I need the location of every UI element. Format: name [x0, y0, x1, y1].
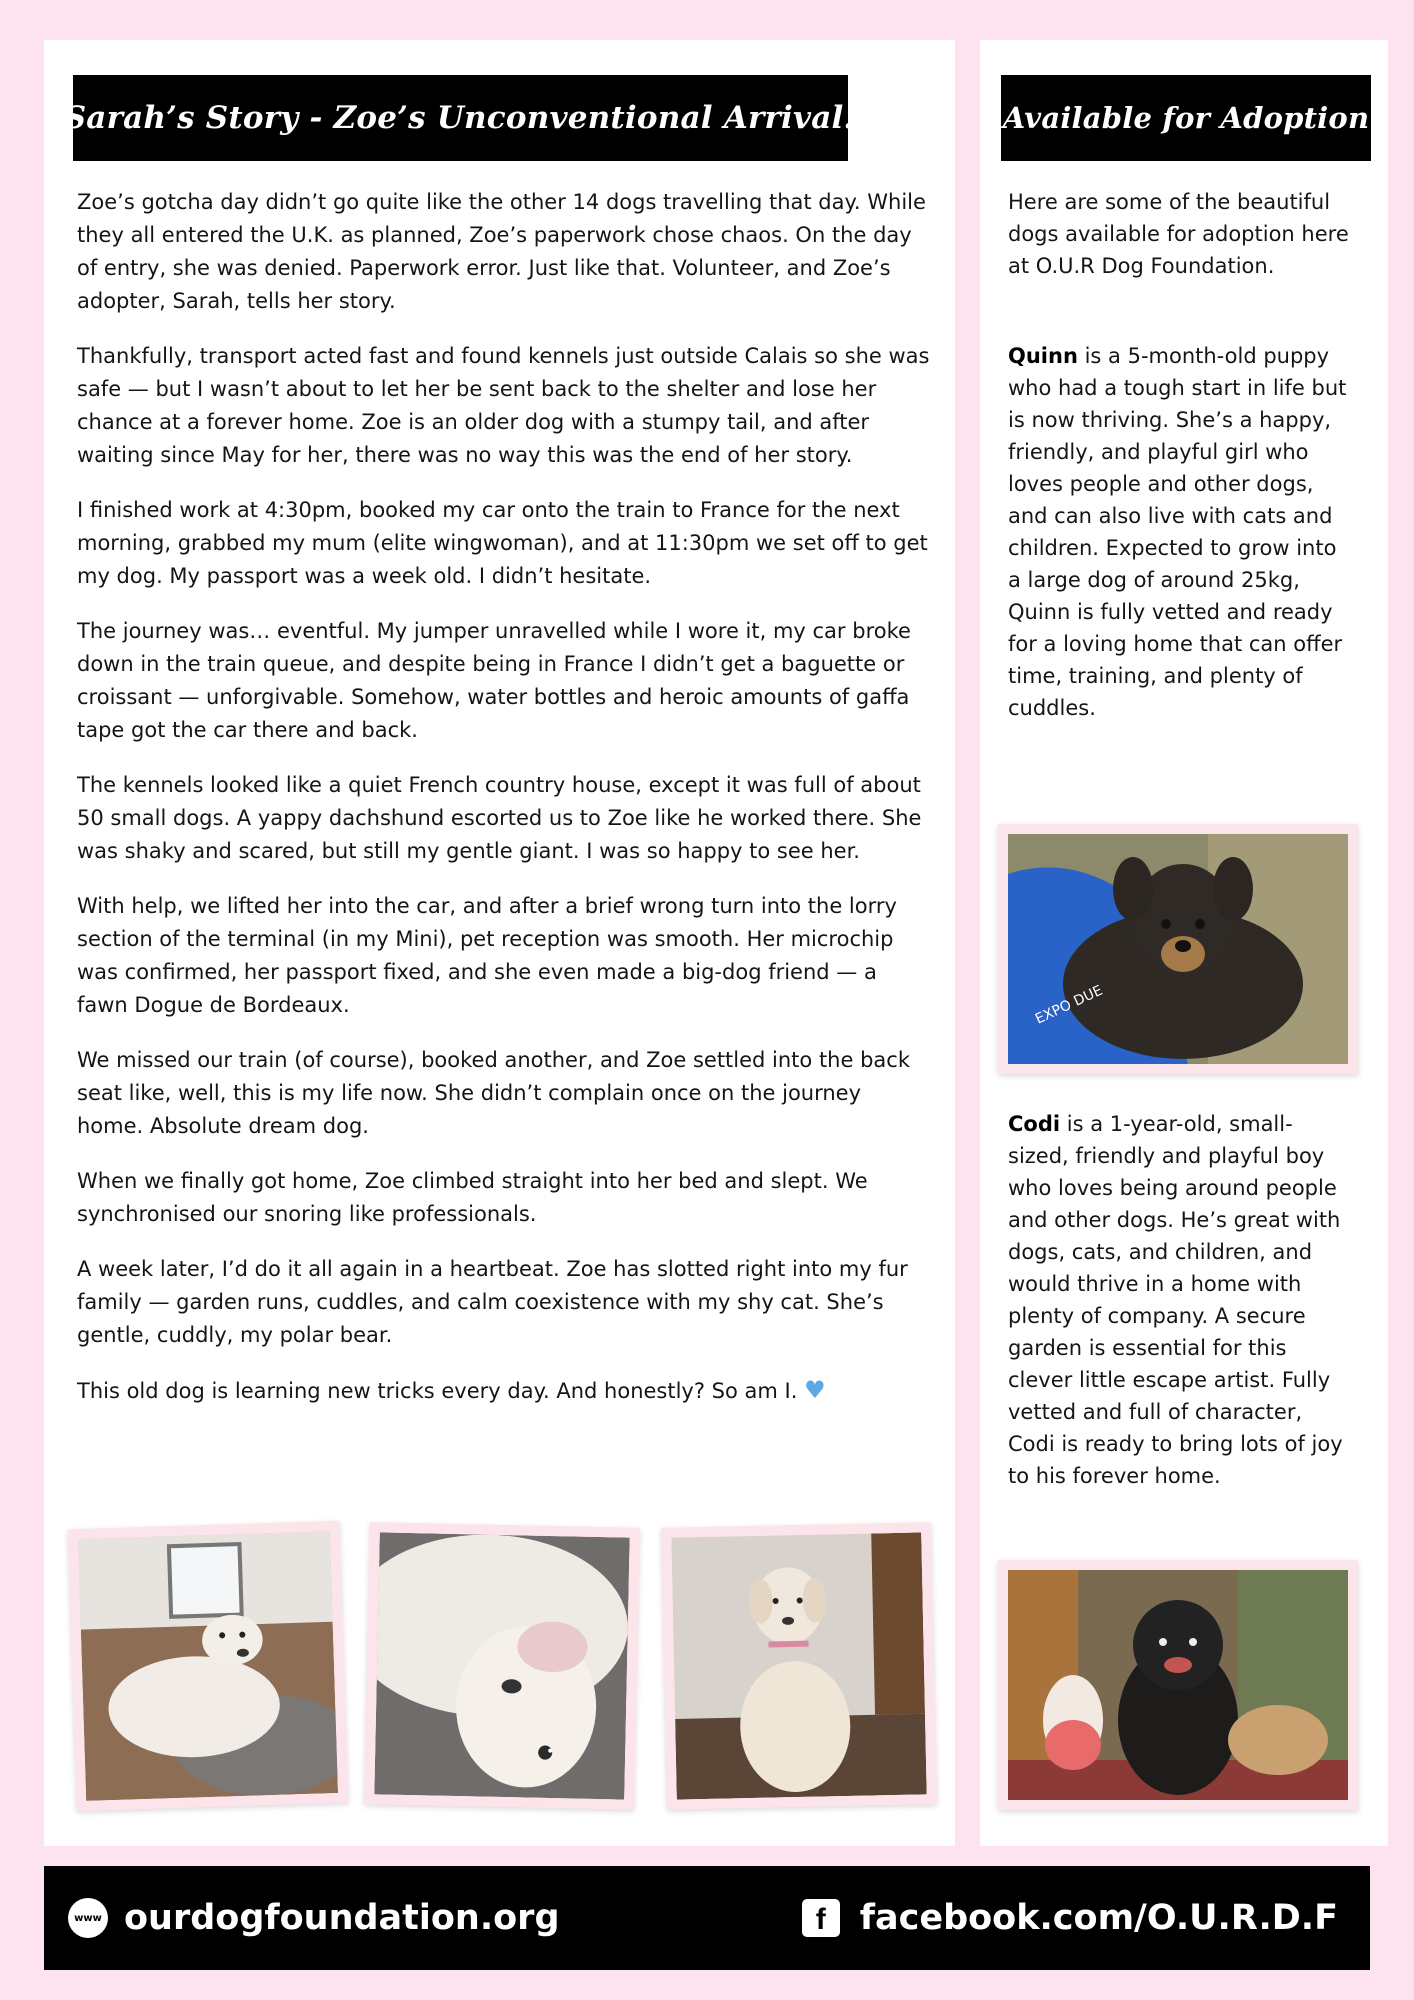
story-paragraph-last — [77, 1374, 933, 1408]
dog-listing-quinn — [1008, 340, 1353, 724]
zoe-photo-sitting — [661, 1522, 937, 1810]
story-paragraph: We missed our train (of course), booked another, and Zoe settled into the back seat like, well, this is my life now. She didn’t complain once on the journey home. Absolute dream dog. — [77, 1048, 910, 1138]
zoe-photo-upside-down — [364, 1522, 640, 1810]
footer — [44, 1866, 1370, 1970]
globe-www-icon: www — [68, 1898, 108, 1938]
dog-listing-codi — [1008, 1108, 1353, 1492]
dog-name: Quinn — [1008, 344, 1078, 368]
facebook-icon: f — [802, 1899, 840, 1937]
blue-heart-icon: ♥ — [804, 1376, 826, 1404]
svg-text:EXPO DUE: EXPO DUE — [1032, 982, 1106, 1028]
story-body — [77, 186, 933, 1430]
story-paragraph: The kennels looked like a quiet French country house, except it was full of about 50 small dogs. A yappy dachshund escorted us to Zoe like he worked there. She was shaky and scared, but still my gentle giant. I was so happy to see her. — [77, 773, 922, 863]
facebook-text: facebook.com/O.U.R.D.F — [859, 1898, 1338, 1938]
adoption-heading: Available for Adoption — [1001, 75, 1371, 161]
website-text: ourdogfoundation.org — [124, 1898, 560, 1938]
story-paragraph: With help, we lifted her into the car, and after a brief wrong turn into the lorry section of the terminal (in my Mini), pet reception was smooth. Her microchip was confirmed, her passport fixed, and she even made a big-dog friend — a fawn Dogue de Bordeaux. — [77, 894, 897, 1017]
facebook-link[interactable] — [802, 1866, 1338, 1970]
quinn-photo — [998, 824, 1358, 1074]
story-paragraph-text: This old dog is learning new tricks every day. And honestly? So am I. — [77, 1379, 798, 1403]
dog-name: Codi — [1008, 1112, 1061, 1136]
story-paragraph: The journey was… eventful. My jumper unravelled while I wore it, my car broke down in the train queue, and despite being in France I didn’t get a baguette or croissant — unforgivable. Somehow, water bottles and heroic amounts of gaffa tape got the car there and back. — [77, 619, 911, 742]
codi-photo — [998, 1560, 1358, 1810]
website-link[interactable] — [68, 1866, 560, 1970]
story-paragraph: A week later, I’d do it all again in a heartbeat. Zoe has slotted right into my fur family — garden runs, cuddles, and calm coexistence with my shy cat. She’s gentle, cuddly, my polar bear. — [77, 1257, 908, 1347]
dog-description: is a 1-year-old, small-sized, friendly and playful boy who loves being around people and other dogs. He’s great with dogs, cats, and children, and would thrive in a home with plenty of company. A secure garden is essential for this clever little escape artist. Fully vetted and full of character, Codi is ready to bring lots of joy to his forever home. — [1008, 1112, 1343, 1488]
adoption-intro: Here are some of the beautiful dogs available for adoption here at O.U.R Dog Foundation. — [1008, 190, 1349, 278]
adoption-panel — [980, 40, 1388, 1846]
story-heading: Sarah’s Story - Zoe’s Unconventional Arrival! — [73, 75, 848, 161]
story-paragraph: Zoe’s gotcha day didn’t go quite like the other 14 dogs travelling that day. While they all entered the U.K. as planned, Zoe’s paperwork chose chaos. On the day of entry, she was denied. Paperwork error. Just like that. Volunteer, and Zoe’s adopter, Sarah, tells her story. — [77, 190, 926, 313]
story-paragraph: When we finally got home, Zoe climbed straight into her bed and slept. We synchronised our snoring like professionals. — [77, 1169, 868, 1226]
zoe-photo-lying-on-rug — [68, 1521, 349, 1811]
dog-description: is a 5-month-old puppy who had a tough start in life but is now thriving. She’s a happy, friendly, and playful girl who loves people and other dogs, and can also live with cats and children. Expected to grow into a large dog of around 25kg, Quinn is fully vetted and ready for a loving home that can offer time, training, and plenty of cuddles. — [1008, 344, 1347, 720]
story-paragraph: I finished work at 4:30pm, booked my car onto the train to France for the next morning, grabbed my mum (elite wingwoman), and at 11:30pm we set off to get my dog. My passport was a week old. I didn’t hesitate. — [77, 498, 928, 588]
story-paragraph: Thankfully, transport acted fast and found kennels just outside Calais so she was safe — but I wasn’t about to let her be sent back to the shelter and lose her chance at a forever home. Zoe is an older dog with a stumpy tail, and after waiting since May for her, there was no way this was the end of her story. — [77, 344, 930, 467]
story-panel — [44, 40, 955, 1846]
